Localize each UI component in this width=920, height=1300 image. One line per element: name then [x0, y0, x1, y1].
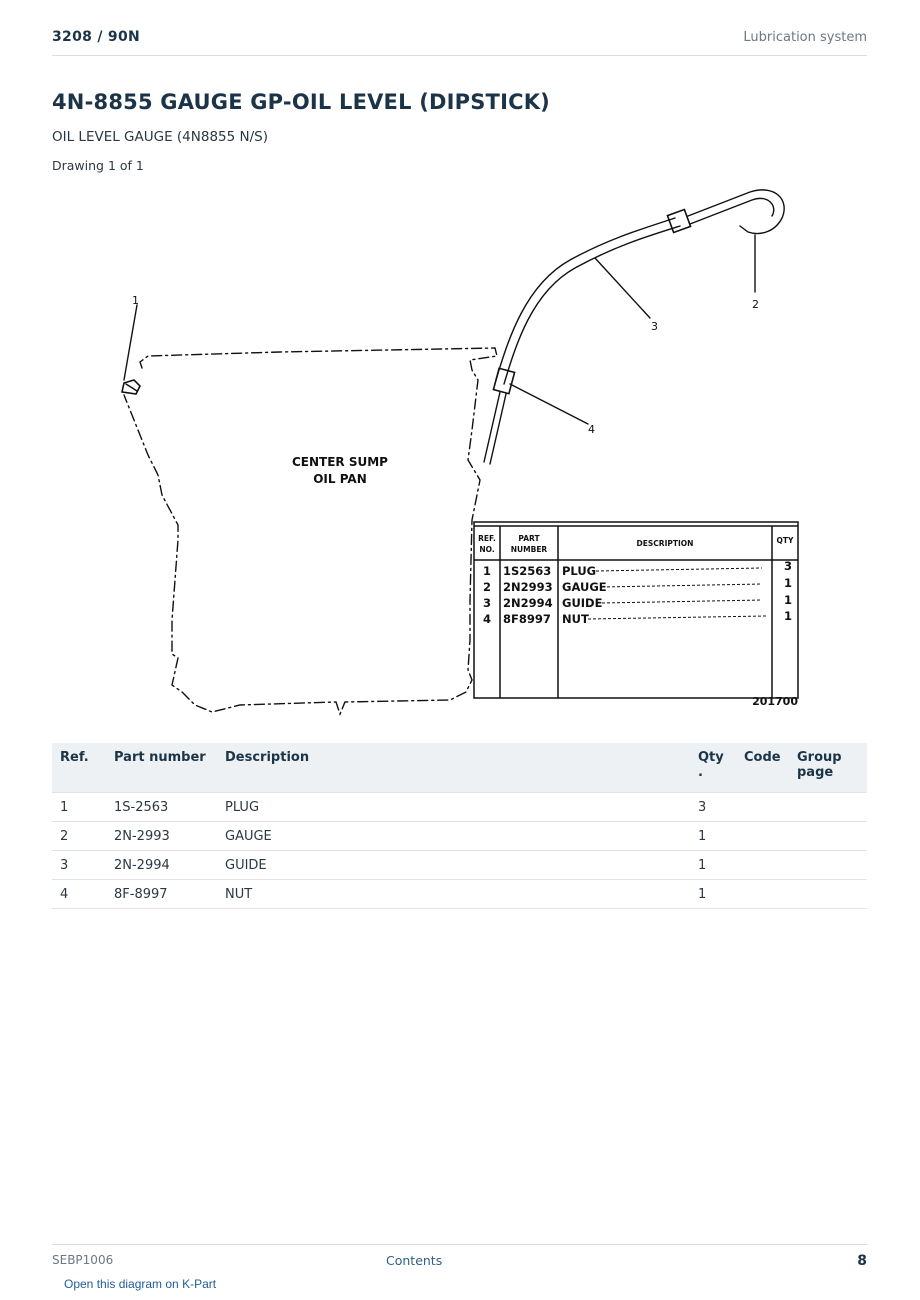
oil-pan-outline [124, 348, 497, 714]
page-subtitle: OIL LEVEL GAUGE (4N8855 N/S) [52, 129, 268, 145]
cell-code [736, 793, 789, 822]
callout-2: 2 [752, 298, 759, 311]
section-name: Lubrication system [743, 30, 867, 45]
cell-group-page [789, 880, 867, 909]
col-group-page: Group page [789, 743, 867, 793]
callout-1: 1 [132, 294, 139, 307]
inset-row-4-desc: NUT [562, 612, 589, 626]
header-divider [52, 55, 867, 56]
model-breadcrumb: 3208 / 90N [52, 29, 141, 45]
oil-pan-label-line2: OIL PAN [313, 472, 367, 486]
inset-row-3-ref: 3 [482, 596, 492, 610]
inset-header-ref: REF. [478, 534, 496, 543]
callout-4: 4 [588, 423, 595, 436]
cell-code [736, 851, 789, 880]
cell-qty: 1 [690, 822, 736, 851]
cell-code [736, 822, 789, 851]
inset-row-4-part: 8F8997 [503, 612, 551, 626]
document-id: SEBP1006 [52, 1253, 114, 1267]
inset-row-3-qty: 1 [783, 593, 793, 607]
drawing-number: 201700 [752, 695, 798, 708]
table-row [52, 793, 867, 822]
inset-row-1-ref: 1 [482, 564, 492, 578]
drawing-count: Drawing 1 of 1 [52, 158, 144, 173]
cell-description: NUT [217, 880, 690, 909]
table-header-row [52, 743, 867, 793]
inset-header-desc: DESCRIPTION [636, 539, 694, 548]
cell-description: GAUGE [217, 822, 690, 851]
col-description: Description [217, 743, 690, 793]
table-row [52, 851, 867, 880]
cell-group-page [789, 851, 867, 880]
cell-group-page [789, 822, 867, 851]
cell-qty: 1 [690, 851, 736, 880]
col-part-number: Part number [106, 743, 217, 793]
col-qty: Qty . [690, 743, 736, 793]
contents-link[interactable]: Contents [386, 1253, 443, 1268]
inset-row-1-part: 1S2563 [503, 564, 552, 578]
parts-table [52, 743, 867, 909]
inset-header-part: PART [518, 534, 540, 543]
oil-pan-label-line1: CENTER SUMP [292, 455, 388, 469]
cell-part-number: 2N-2993 [106, 822, 217, 851]
inset-header-part2: NUMBER [510, 545, 548, 554]
cell-ref: 1 [52, 793, 106, 822]
table-row [52, 880, 867, 909]
inset-row-3-desc: GUIDE [562, 596, 603, 610]
cell-part-number: 1S-2563 [106, 793, 217, 822]
cell-description: PLUG [217, 793, 690, 822]
parts-diagram [100, 180, 820, 725]
cell-description: GUIDE [217, 851, 690, 880]
inset-row-2-desc: GAUGE [562, 580, 607, 594]
inset-row-4-ref: 4 [482, 612, 492, 626]
inset-row-4-qty: 1 [783, 609, 793, 623]
cell-qty: 3 [690, 793, 736, 822]
open-in-kpart-link[interactable]: Open this diagram on K-Part [64, 1277, 217, 1291]
inset-header-ref2: NO. [479, 545, 495, 554]
cell-code [736, 880, 789, 909]
parts-diagram-drawing [100, 180, 820, 725]
table-row [52, 822, 867, 851]
col-code: Code [736, 743, 789, 793]
inset-row-2-ref: 2 [482, 580, 492, 594]
inset-header-qty: QTY [776, 536, 794, 545]
cell-part-number: 8F-8997 [106, 880, 217, 909]
cell-ref: 2 [52, 822, 106, 851]
nut-shape [493, 368, 514, 393]
inset-row-1-qty: 3 [783, 559, 793, 573]
footer-divider [52, 1244, 867, 1245]
cell-part-number: 2N-2994 [106, 851, 217, 880]
page-title: 4N-8855 GAUGE GP-OIL LEVEL (DIPSTICK) [52, 90, 550, 114]
page-number: 8 [857, 1253, 867, 1269]
cell-ref: 3 [52, 851, 106, 880]
inset-row-3-part: 2N2994 [503, 596, 553, 610]
callout-3: 3 [651, 320, 658, 333]
gauge-handle [688, 190, 784, 234]
col-ref: Ref. [52, 743, 106, 793]
cell-qty: 1 [690, 880, 736, 909]
inset-row-2-qty: 1 [783, 576, 793, 590]
guide-tube [496, 218, 675, 380]
inset-row-1-desc: PLUG [562, 564, 597, 578]
inset-row-2-part: 2N2993 [503, 580, 553, 594]
cell-ref: 4 [52, 880, 106, 909]
cell-group-page [789, 793, 867, 822]
